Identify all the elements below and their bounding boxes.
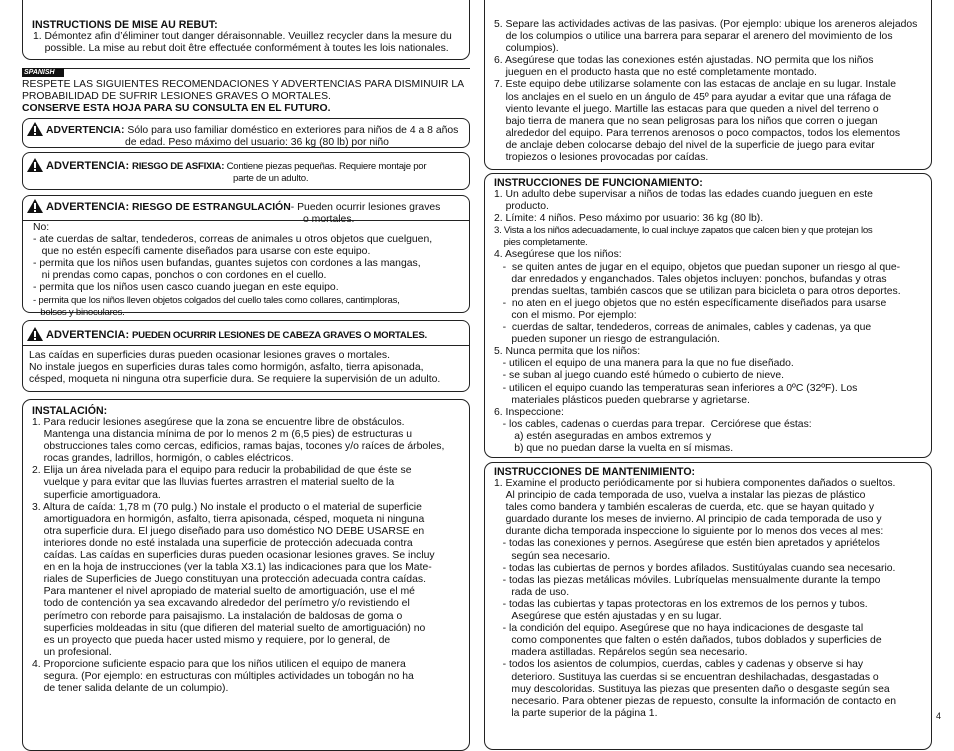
text-line: madera astilladas. Repárelos según sea necesario. <box>494 647 748 659</box>
text-line: - todos los asientos de columpios, cuerdas, cables y cadenas y observe si hay <box>494 659 864 671</box>
paragraph-line: césped, moqueta ni ninguna otra superficie dura. Se requiere la supervisión de un adulto. <box>29 374 441 386</box>
maintenance-heading: INSTRUCCIONES DE MANTENIMIENTO: <box>494 466 696 478</box>
warning-label: ADVERTENCIA: <box>46 329 130 341</box>
text-line: perímetro con reborde para paisajismo. La instalación de baldosas de goma o <box>32 610 403 622</box>
text-line: muy descoloridas. Sustituya las piezas que presenten daño o desgaste según sea <box>494 683 890 695</box>
text-line: - se suban al juego cuando esté húmedo o cubierto de nieve. <box>494 370 784 382</box>
text-line: todo de contención ya sea excavando alrededor del perímetro y/o revistiendo el <box>32 598 410 610</box>
text-line: 1. Un adulto debe supervisar a niños de todas las edades cuando jueguen en este <box>494 189 873 200</box>
text-line: un profesional. <box>32 646 112 658</box>
text-line: - todas las cubiertas de pernos y bordes afilados. Sustitúyalas cuando sea necesario. <box>494 562 896 574</box>
text-line: 6. Asegúrese que todas las conexiones estén ajustadas. NO permita que los niños <box>494 55 874 67</box>
text-line: - no aten en el juego objetos que no estén específicamente diseñados para usarse <box>494 297 887 309</box>
text-line: guardado durante los meses de invierno. Al principio de cada temporada de uso y <box>494 514 882 526</box>
text-line: - los cables, cadenas o cuerdas para trepar. Cerciórese que éstas: <box>494 418 812 430</box>
list-item: - permita que los niños usen casco cuando juegan en este equipo. <box>33 282 339 294</box>
text-line: vuelque y para evitar que las lluvias fuertes arrastren el material suelto de la <box>32 477 395 489</box>
text-line: materiales plásticos pueden quebrarse y agrietarse. <box>494 394 750 406</box>
warning-head-injury <box>27 327 467 342</box>
text-line: necesario. Para obtener piezas de repuesto, consulte la información de contacto en <box>494 695 897 707</box>
text-line: de anclaje deben colocarse debajo del nivel de la superficie de juego para evitar <box>494 139 875 151</box>
installation-heading: INSTALACIÓN: <box>32 405 108 417</box>
installation-list <box>32 417 468 695</box>
warning-label: ADVERTENCIA: <box>46 201 130 213</box>
text-line: 1. Examine el producto periódicamente por si hubiera componentes dañados o sueltos. <box>494 478 896 489</box>
text-line: - utilicen el equipo cuando las temperaturas sean inferiores a 0ºC (32ºF). Los <box>494 382 858 394</box>
head-injury-text <box>29 350 469 386</box>
list-item: bolsos y binoculares. <box>33 306 125 318</box>
text-line: superficie amortiguadora. <box>32 489 161 501</box>
installation-continued-list <box>494 19 930 164</box>
text-line: tropiezos o lesiones provocadas por caídas. <box>494 152 709 164</box>
warning-text: de edad. Peso máximo del usuario: 36 kg (80 lb) por niño <box>125 137 389 149</box>
text-line: segura. (Por ejemplo: en estructuras con múltiples actividades un tobogán no ha <box>32 670 414 682</box>
warning-text: parte de un adulto. <box>233 173 309 185</box>
text-line: 3. Altura de caída: 1,78 m (70 pulg.) No instale el producto o el material de superficie <box>32 501 422 513</box>
warning-text: - Pueden ocurrir lesiones graves <box>290 202 441 213</box>
text-line: jueguen en el producto hasta que no esté completamente montado. <box>494 67 817 79</box>
text-line: - todas las piezas metálicas móviles. Lubríquelas mensualmente durante la tempo <box>494 574 881 586</box>
paragraph-line: No instale juegos en superficies duras tales como hormigón, asfalto, tierra apisonada, <box>29 362 424 374</box>
text-line: 6. Inspeccione: <box>494 406 564 418</box>
text-line: es un proyecto que pueda hacer usted mismo y requiere, por lo general, de <box>32 634 391 646</box>
disposal-heading: INSTRUCTIONS DE MISE AU REBUT: <box>32 19 218 31</box>
language-rule <box>22 68 470 69</box>
text-line: 3. Vista a los niños adecuadamente, lo cual incluye zapatos que calcen bien y que protejan los <box>494 225 873 237</box>
warning-triangle-icon <box>27 327 43 341</box>
list-item: - permita que los niños usen bufandas, guantes sujetos con cordones a las mangas, <box>33 258 421 270</box>
warning-triangle-icon <box>27 199 43 213</box>
text-line: 5. Nunca permita que los niños: <box>494 346 641 358</box>
list-item: ni prendas como capas, ponchos o con cordones en el cuello. <box>33 270 327 282</box>
text-line: en en la hoja de instrucciones (ver la tabla X3.1) las indicaciones para que los Mate- <box>32 562 432 574</box>
text-line: 4. Proporcione suficiente espacio para que los niños utilicen el equipo de manera <box>32 658 406 670</box>
text-line: como componentes que falten o estén dañados, tubos doblados y superficies de <box>494 635 882 647</box>
warning-subject: PUEDEN OCURRIR LESIONES DE CABEZA GRAVES O MORTALES. <box>132 330 427 341</box>
page-number: 4 <box>936 711 942 721</box>
operation-heading: INSTRUCCIONES DE FUNCIONAMIENTO: <box>494 177 703 189</box>
text-line: - todas las conexiones y pernos. Asegúrese que estén bien apretados y apriételos <box>494 538 880 550</box>
warning-triangle-icon <box>27 158 43 172</box>
warning-subject: RIESGO DE ESTRANGULACIÓN <box>132 202 291 213</box>
text-line: Al principio de cada temporada de uso, vuelva a instalar las piezas de plástico <box>494 490 866 502</box>
text-line: 7. Este equipo debe utilizarse solamente con las estacas de anclaje en su lugar. Instale <box>494 79 897 91</box>
warning-text: Contiene piezas pequeñas. Requiere montaje por <box>224 161 427 172</box>
paragraph-line: Las caídas en superficies duras pueden ocasionar lesiones graves o mortales. <box>29 350 390 361</box>
text-line: - utilicen el equipo de una manera para la que no fue diseñado. <box>494 358 794 370</box>
text-line: columpios). <box>494 43 559 55</box>
intro-text <box>22 79 464 115</box>
text-line: - cuerdas de saltar, tendederos, correas de animales, cables y cadenas, ya que <box>494 322 872 334</box>
intro-line: RESPETE LAS SIGUIENTES RECOMENDACIONES Y ADVERTENCIAS PARA DISMINUIR LA <box>22 79 465 90</box>
text-line: alrededor del equipo. Para terrenos arenosos o poco compactos, todos los elementos <box>494 127 901 139</box>
warning-triangle-icon <box>27 122 43 136</box>
warning-text: o mortales. <box>303 214 355 226</box>
text-line: superficies moldeadas in situ (que difieren del material suelto de amortiguación) no <box>32 622 426 634</box>
text-line: prendas sueltas, también cascos que se utilizan para bicicleta o para otros deportes. <box>494 285 901 297</box>
text-line: interiores donde no esté instalada una superficie de protección adecuada contra <box>32 537 413 549</box>
text-line: 1. Para reducir lesiones asegúrese que la zona se encuentre libre de obstáculos. <box>32 417 405 428</box>
text-line: tales como bandera y también escaleras de cuerda, etc. que se hayan quitado y <box>494 502 875 514</box>
text-line: caídas. Las caídas en superficies duras pueden ocasionar lesiones graves. Se incluy <box>32 550 435 562</box>
text-line: según sea necesario. <box>494 550 611 562</box>
intro-line: PROBABILIDAD DE SUFRIR LESIONES GRAVES O MORTALES. <box>22 91 331 103</box>
text-line: b) que no puedan darse la vuelta en sí mismas. <box>494 442 734 454</box>
text-line: Para mantener el nivel apropiado de material suelto de amortiguación, use el mé <box>32 586 415 598</box>
warning-choking <box>27 158 467 185</box>
warning-text: Sólo para uso familiar doméstico en exteriores para niños de 4 a 8 años <box>124 125 459 136</box>
warning-usage <box>27 122 467 149</box>
text-line: rocas grandes, ladrillos, hormigón, o cables eléctricos. <box>32 453 294 465</box>
text-line: riales de Superficies de Juego constituyan una protección adecuada contra caídas. <box>32 574 426 586</box>
text-line: 5. Separe las actividades activas de las pasivas. (Por ejemplo: ubique los areneros alejados <box>494 19 918 30</box>
text-line: con el mismo. Por ejemplo: <box>494 309 637 321</box>
text-line: pies completamente. <box>494 237 588 249</box>
text-line: - todas las cubiertas y tapas protectoras en los extremos de los pernos y tubos. <box>494 598 868 610</box>
text-line: obstrucciones tales como cercas, edificios, ramas bajas, tocones y/o raíces de árboles, <box>32 441 445 453</box>
text-line: deterioro. Sustituya las cuerdas si se encuentran deshilachadas, desgastadas o <box>494 671 879 683</box>
text-line: rada de uso. <box>494 586 570 598</box>
text-line: durante dicha temporada inspeccione lo siguiente por lo menos dos veces al mes: <box>494 526 884 538</box>
warning-header-rule <box>22 345 470 346</box>
text-line: dar enredados y enganchados. Tales objetos incluyen: ponchos, bufandas y otras <box>494 273 887 285</box>
text-line: otra superficie dura. El juego diseñado para uso doméstico NO DEBE USARSE en <box>32 525 425 537</box>
text-line: - la condición del equipo. Asegúrese que no haya indicaciones de desgaste tal <box>494 623 864 635</box>
text-line: producto. <box>494 201 549 213</box>
operation-list <box>494 189 930 455</box>
text-line: amortiguadora en hormigón, asfalto, tierra apisonada, césped, moqueta ni ninguna <box>32 513 425 525</box>
list-item: - ate cuerdas de saltar, tendederos, correas de animales u otros objetos que cuelguen, <box>33 234 433 246</box>
language-tag: SPANISH <box>22 68 64 77</box>
text-line: Asegúrese que estén ajustadas y en su lugar. <box>494 611 722 623</box>
strangulation-list <box>33 222 469 319</box>
list-item: - permita que los niños lleven objetos colgados del cuello tales como collares, cantimploras, <box>33 294 400 306</box>
text-line: bajo tierra de manera que no sean peligrosas para los niños que corren o juegan <box>494 115 878 127</box>
text-line: 4. Asegúrese que los niños: <box>494 249 622 261</box>
warning-label: ADVERTENCIA: <box>46 125 125 136</box>
keep-notice: CONSERVE ESTA HOJA PARA SU CONSULTA EN EL FUTURO. <box>22 103 331 115</box>
text-line: pueden suponer un riesgo de estrangulación. <box>494 334 720 346</box>
text-line: de los columpios o utilice una barrera para separar el arenero del movimiento de los <box>494 31 893 43</box>
warning-subject: RIESGO DE ASFIXIA: <box>132 161 225 172</box>
text-line: 2. Límite: 4 niños. Peso máximo por usuario: 36 kg (80 lb). <box>494 213 764 225</box>
warning-label: ADVERTENCIA: <box>46 160 130 172</box>
text-line: de tener salida delante de un columpio). <box>32 683 229 695</box>
maintenance-list <box>494 478 930 720</box>
text-line: a) estén aseguradas en ambos extremos y <box>494 430 712 442</box>
disposal-text <box>33 31 452 55</box>
text-line: la parte superior de la página 1. <box>494 707 658 719</box>
disposal-line: 1. Démontez afin d’éliminer tout danger déraisonnable. Veuillez recycler dans la mesure du <box>33 31 452 42</box>
text-line: - se quiten antes de jugar en el equipo, objetos que puedan suponer un riesgo al que- <box>494 261 901 273</box>
text-line: Mantenga una distancia mínima de por lo menos 2 m (6,5 pies) de estructuras u <box>32 429 413 441</box>
list-item: que no estén específi camente diseñados para usarse con este equipo. <box>33 246 371 258</box>
text-line: los anclajes en el suelo en un ángulo de 45º para ayudar a evitar que una ráfaga de <box>494 91 892 103</box>
text-line: viento levante el juego. Martille las estacas para que queden a nivel del terreno o <box>494 103 879 115</box>
disposal-line: possible. La mise au rebut doit être effectuée conformément à toutes les lois nationales. <box>33 43 449 55</box>
text-line: 2. Elija un área nivelada para el equipo para reducir la probabilidad de que éste se <box>32 465 412 477</box>
no-label: No: <box>33 222 50 233</box>
